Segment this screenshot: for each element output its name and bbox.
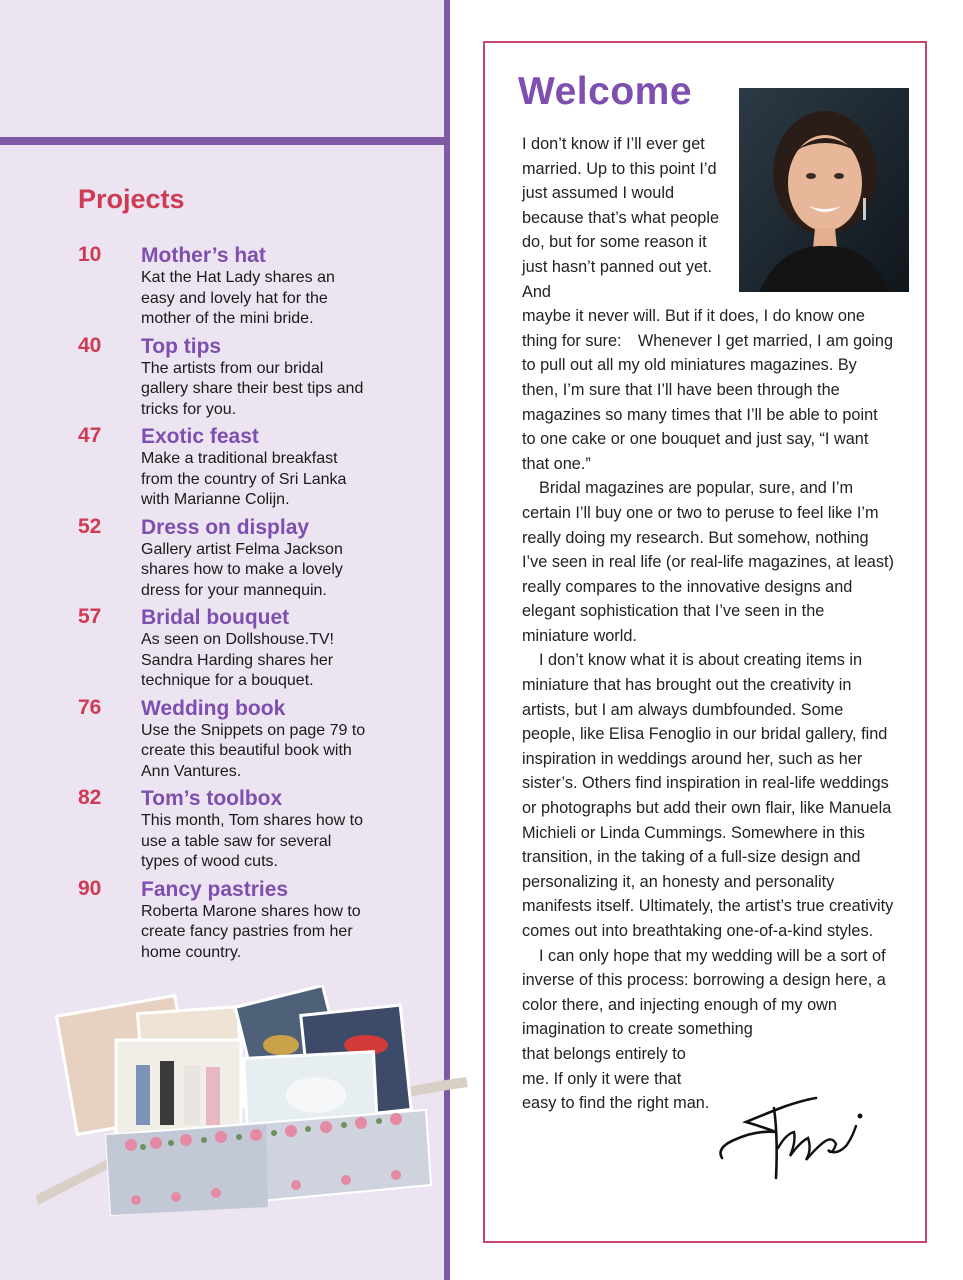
project-title[interactable]: Fancy pastries [141, 877, 289, 901]
letter-paragraph: maybe it never will. But if it does, I do know one thing for sure: Whenever I get married, I am going to pull out all my old miniatures magazines. By then, I’m sure that I’ll have been through the magazines so many times that I’ll be able to point to one cake or one bouquet and just say, “I want that one.” [522, 307, 894, 473]
project-description: Roberta Marone shares how to create fancy pastries from her home country. [141, 902, 361, 961]
letter-paragraph: Bridal magazines are popular, sure, and I’m certain I’ll buy one or two to peruse to feel like I’m really doing my research. But somehow, nothing I’ve seen in real life (or real-life magazines, at least) really compares to the innovative designs and elegant sophistication that I’ve seen in the miniature world. [522, 479, 894, 645]
project-page-number: 52 [78, 514, 102, 538]
project-list [78, 243, 438, 963]
project-title[interactable]: Dress on display [141, 515, 310, 539]
project-description: The artists from our bridal gallery share their best tips and tricks for you. [141, 359, 364, 418]
project-page-number: 90 [78, 876, 102, 900]
welcome-letter [522, 132, 894, 1116]
project-description: Use the Snippets on page 79 to create this beautiful book with Ann Vantures. [141, 721, 366, 780]
project-title[interactable]: Bridal bouquet [141, 606, 290, 629]
letter-paragraph: I don’t know if I’ll ever get married. Up to this point I’d just assumed I would because that’s what people do, but for some reason it just hasn’t panned out yet. And [522, 135, 720, 301]
project-page-number: 57 [78, 605, 102, 628]
project-description: Make a traditional breakfast from the country of Sri Lanka with Marianne Colijn. [141, 450, 347, 508]
project-item[interactable] [78, 877, 438, 964]
letter-paragraph: that belongs entirely to me. If only it were that easy to find the right man. [522, 1044, 710, 1113]
project-item[interactable] [78, 696, 438, 783]
project-item[interactable] [78, 424, 438, 511]
project-title[interactable]: Exotic feast [141, 425, 259, 448]
project-item[interactable] [78, 515, 438, 602]
project-description: Gallery artist Felma Jackson shares how to make a lovely dress for your mannequin. [141, 540, 343, 599]
project-page-number: 82 [78, 786, 102, 809]
project-item[interactable] [78, 786, 438, 873]
welcome-title: Welcome [518, 70, 693, 113]
project-item[interactable] [78, 605, 438, 692]
project-description: This month, Tom shares how to use a table saw for several types of wood cuts. [141, 812, 364, 870]
letter-paragraph: I don’t know what it is about creating items in miniature that has brought out the creativity in artists, but I am always dumbfounded. Some people, like Elisa Fenoglio in our bridal gallery, find inspiration in weddings around her, such as her sister’s. Others find inspiration in real-life weddings or photographs but add their own flair, like Manuela Michieli or Linda Cummings. Somewhere in this transition, in the taking of a full-size design and personalizing it, an honesty and personality manifests itself. Ultimately, the artist’s true creativity comes out into breathtaking one-of-a-kind styles. [522, 651, 894, 940]
project-description: As seen on Dollshouse.TV! Sandra Harding shares her technique for a bouquet. [141, 631, 334, 689]
project-title[interactable]: Tom’s toolbox [141, 787, 283, 810]
project-page-number: 76 [78, 695, 102, 719]
signature [716, 1086, 876, 1186]
project-page-number: 40 [78, 333, 102, 357]
wedding-book-photo [36, 985, 476, 1225]
project-title[interactable]: Top tips [141, 334, 222, 358]
project-page-number: 10 [78, 243, 102, 266]
letter-paragraph: I can only hope that my wedding will be a sort of inverse of this process: borrowing a design here, a color there, and injecting enough of my own imagination to create something [522, 946, 886, 1039]
project-item[interactable] [78, 334, 438, 421]
projects-heading: Projects [78, 184, 185, 214]
project-description: Kat the Hat Lady shares an easy and lovely hat for the mother of the mini bride. [141, 269, 335, 327]
project-title[interactable]: Mother’s hat [141, 244, 266, 267]
project-title[interactable]: Wedding book [141, 696, 286, 720]
horizontal-divider [0, 137, 450, 145]
project-page-number: 47 [78, 424, 102, 447]
project-item[interactable] [78, 243, 438, 330]
